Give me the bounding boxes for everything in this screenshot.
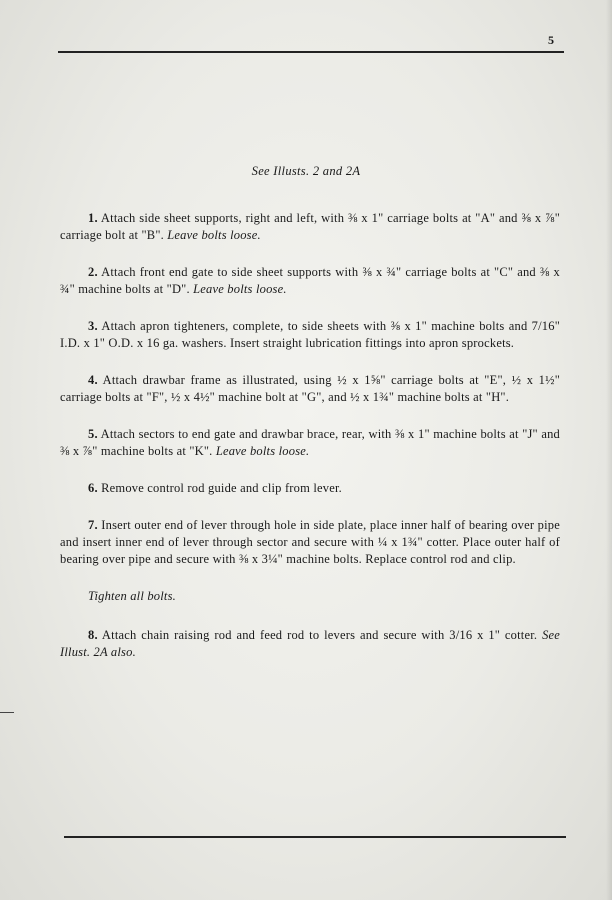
step-text: Remove control rod guide and clip from lever.: [101, 481, 342, 495]
step-number: 6.: [88, 481, 98, 495]
binding-mark: [0, 712, 14, 713]
step-text: Attach sectors to end gate and drawbar brace, rear, with ⅜ x 1" machine bolts at "J" and ⅜ x ⅞" machine bolts at "K".: [60, 427, 561, 458]
page-number: 5: [548, 33, 554, 47]
step-7: [60, 517, 560, 568]
step-6: [60, 480, 560, 497]
step-text: Attach side sheet supports, right and left, with ⅜ x 1" carriage bolts at "A" and ⅜ x ⅞" carriage bolt at "B".: [60, 211, 560, 242]
step-2: [60, 264, 560, 298]
instructions: [60, 210, 560, 681]
step-number: 7.: [88, 518, 98, 532]
step-emphasis: Leave bolts loose.: [167, 228, 261, 242]
page-edge-shadow: [606, 0, 612, 900]
step-text: Attach front end gate to side sheet supports with ⅜ x ¾" carriage bolts at "C" and ⅜ x ¾" machine bolts at "D".: [60, 265, 560, 296]
step-number: 8.: [88, 628, 98, 642]
step-text: Insert outer end of lever through hole in side plate, place inner half of bearing over pipe and insert inner end of lever through sector and secure with ¼ x 1¾" cotter. Place outer half of bearing over pipe and secure with ⅜ x 3¼" machine bolts. Replace control rod and clip.: [60, 518, 560, 566]
step-emphasis: Leave bolts loose.: [215, 444, 310, 458]
step-1: [60, 210, 560, 244]
top-rule: [58, 51, 564, 53]
section-heading: See Illusts. 2 and 2A: [251, 164, 361, 178]
step-number: 3.: [88, 319, 98, 333]
step-text: Attach chain raising rod and feed rod to levers and secure with 3/16 x 1" cotter.: [101, 628, 538, 642]
step-number: 4.: [88, 373, 98, 387]
step-8: [60, 627, 560, 661]
step-emphasis: See Illust. 2A also.: [60, 628, 561, 659]
step-5: [60, 426, 560, 460]
bottom-rule: [64, 836, 566, 838]
step-number: 5.: [88, 427, 98, 441]
step-number: 2.: [88, 265, 98, 279]
step-emphasis: Leave bolts loose.: [193, 282, 287, 296]
step-4: [60, 372, 560, 406]
step-text: Attach drawbar frame as illustrated, using ½ x 1⅝" carriage bolts at "E", ½ x 1½" carriage bolts at "F", ½ x 4½" machine bolt at "G", and ½ x 1¾" machine bolts at "H".: [60, 373, 560, 404]
tighten-note: Tighten all bolts.: [88, 589, 176, 603]
step-text: Attach apron tighteners, complete, to side sheets with ⅜ x 1" machine bolts and 7/16" I.D. x 1" O.D. x 16 ga. washers. Insert straight lubrication fittings into apron sprockets.: [60, 319, 560, 350]
step-3: [60, 318, 560, 352]
step-number: 1.: [88, 211, 98, 225]
